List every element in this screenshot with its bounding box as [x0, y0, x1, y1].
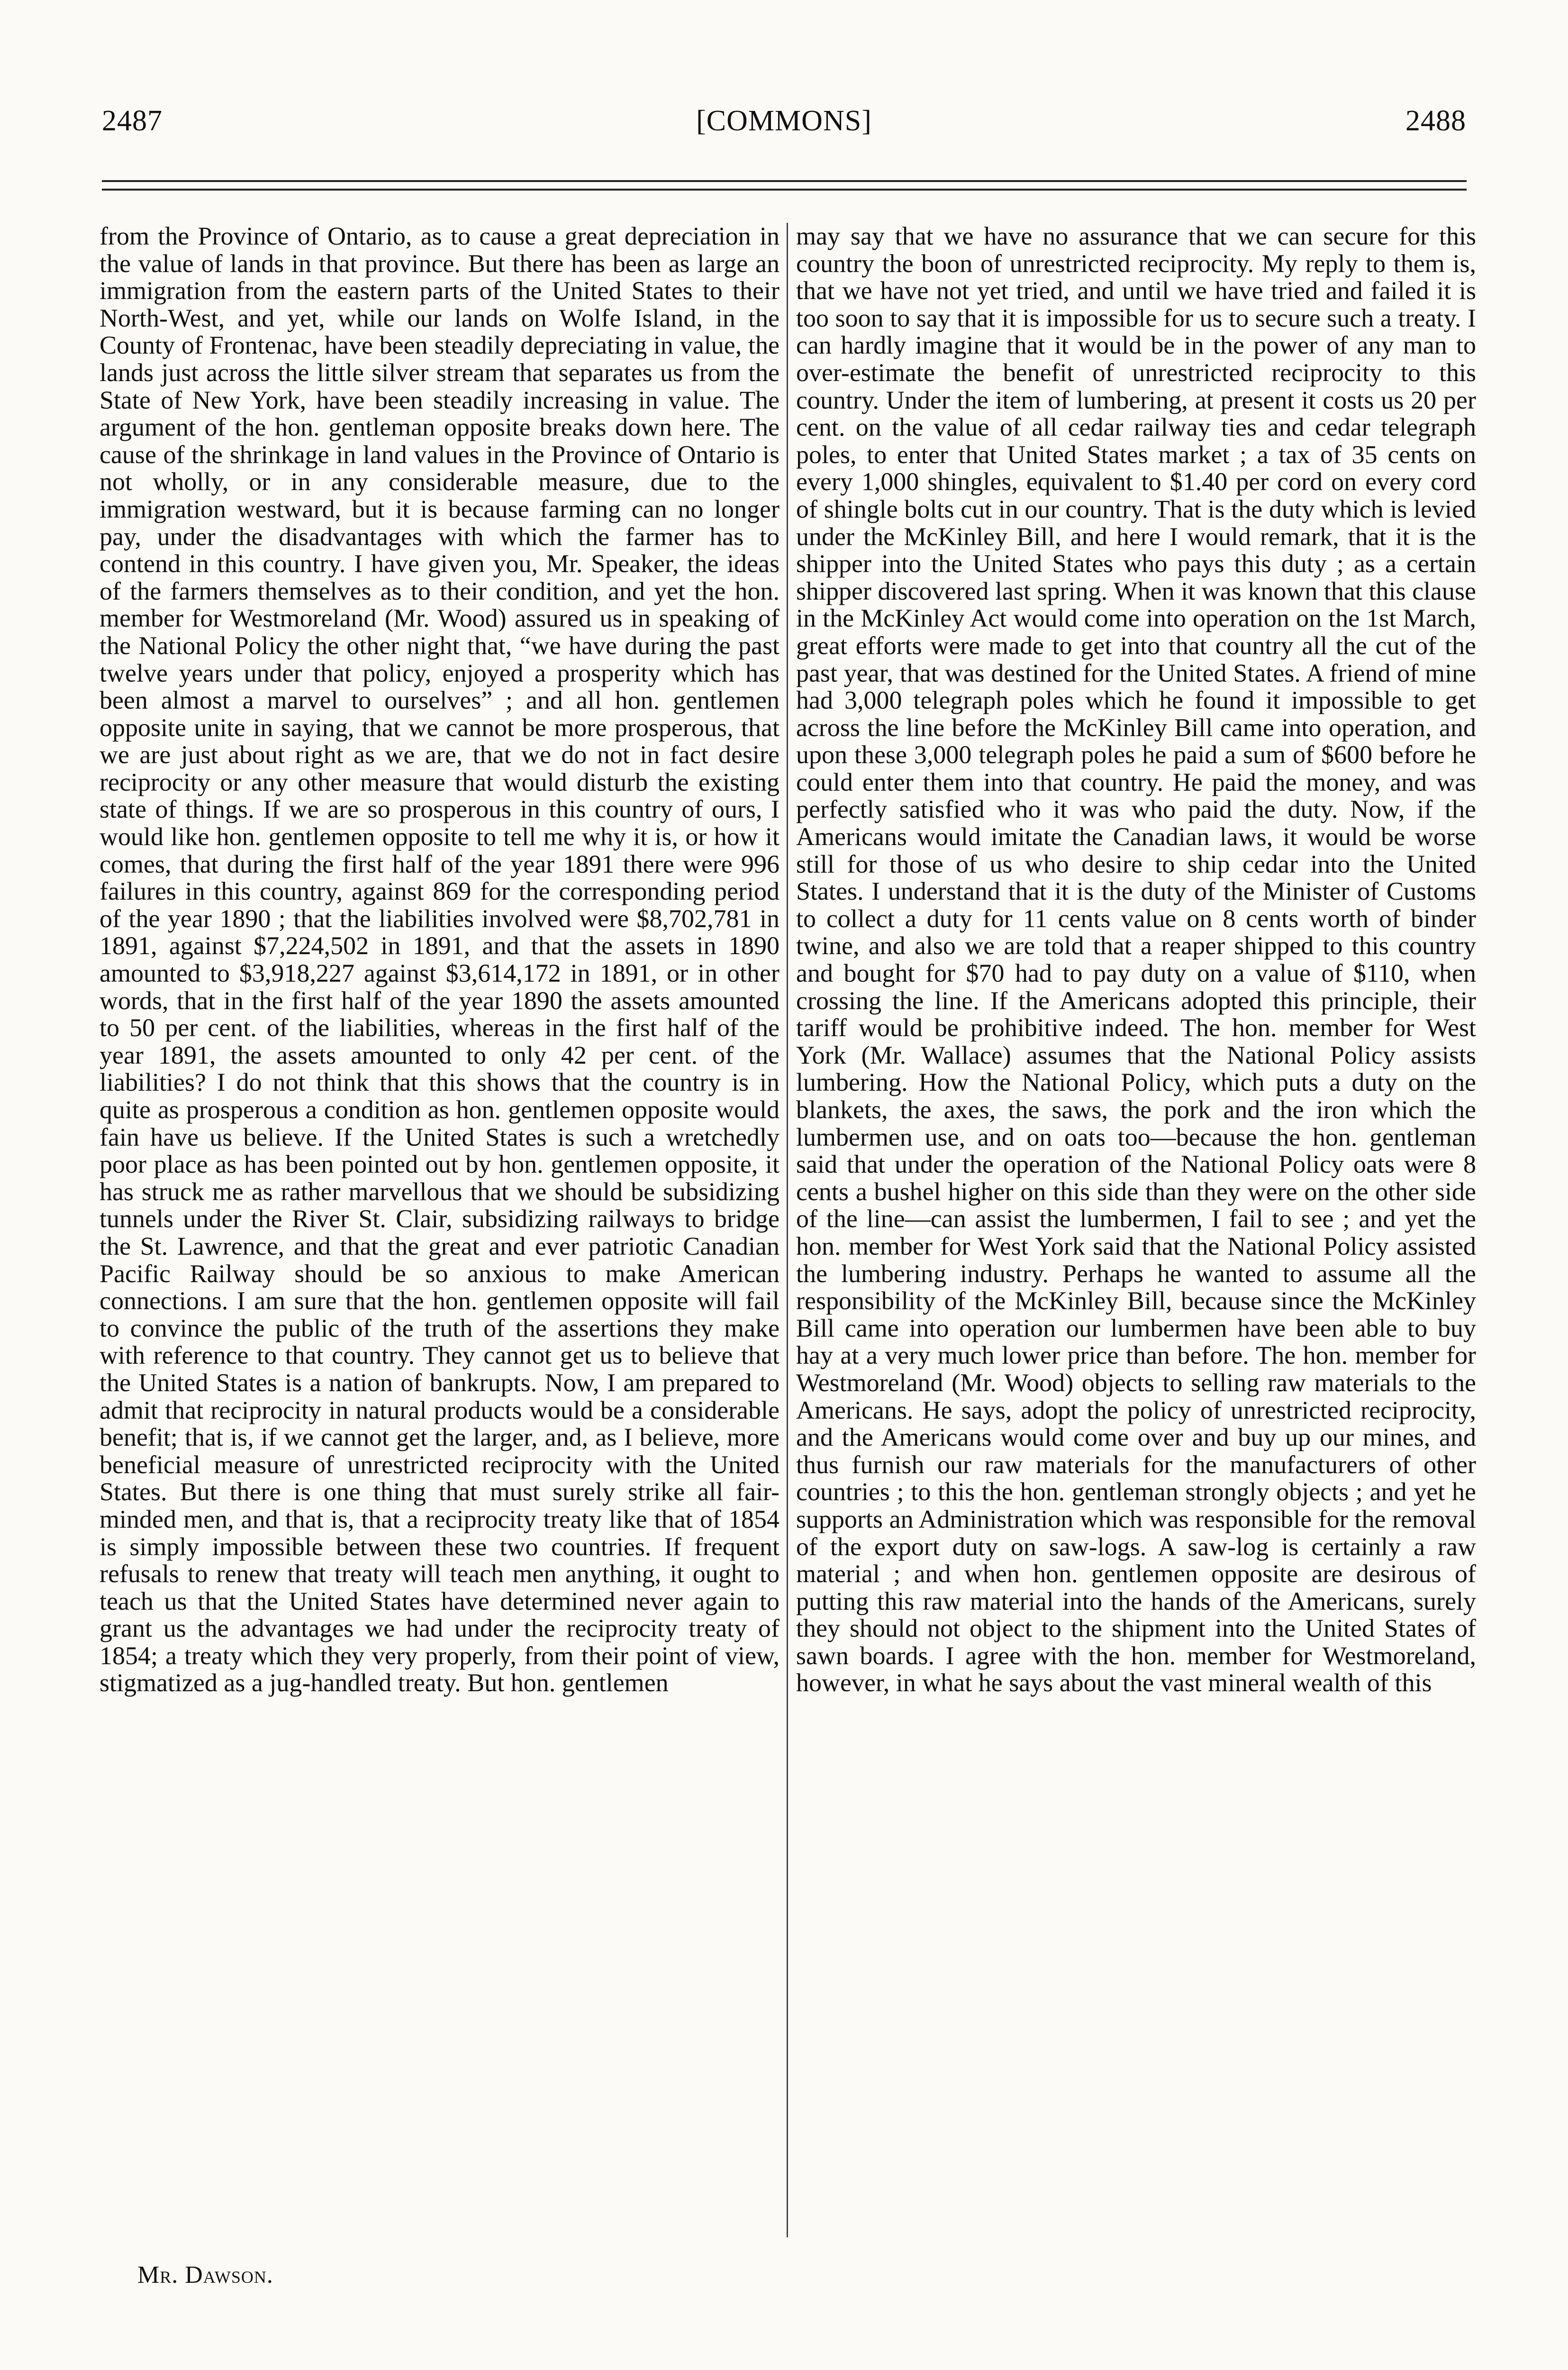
page-header: [0, 100, 1568, 142]
column-left-text: from the Province of Ontario, as to cause a great depreciation in the value of lands in that province. But there has been as large an immigration from the eastern parts of the United States to their North-West, and yet, while our lands on Wolfe Island, in the County of Frontenac, have been steadily depreciating in value, the lands just across the little silver stream that separates us from the State of New York, have been steadily increasing in value. The argument of the hon. gentleman opposite breaks down here. The cause of the shrinkage in land values in the Province of Ontario is not wholly, or in any considerable measure, due to the immigration westward, but it is because farming can no longer pay, under the disadvantages with which the farmer has to contend in this country. I have given you, Mr. Speaker, the ideas of the farmers themselves as to their condition, and yet the hon. member for Westmoreland (Mr. Wood) assured us in speaking of the National Policy the other night that, “we have during the past twelve years under that policy, enjoyed a prosperity which has been almost a marvel to ourselves” ; and all hon. gentlemen opposite unite in saying, that we cannot be more prosperous, that we are just about right as we are, that we do not in fact desire reciprocity or any other measure that would disturb the existing state of things. If we are so prosperous in this country of ours, I would like hon. gentlemen opposite to tell me why it is, or how it comes, that during the first half of the year 1891 there were 996 failures in this country, against 869 for the corresponding period of the year 1890 ; that the liabilities involved were $8,702,781 in 1891, against $7,224,502 in 1891, and that the assets in 1890 amounted to $3,918,227 against $3,614,172 in 1891, or in other words, that in the first half of the year 1890 the assets amounted to 50 per cent. of the liabilities, whereas in the first half of the year 1891, the assets amounted to only 42 per cent. of the liabilities? I do not think that this shows that the country is in quite as prosperous a condition as hon. gentlemen opposite would fain have us believe. If the United States is such a wretchedly poor place as has been pointed out by hon. gentlemen opposite, it has struck me as rather marvellous that we should be subsidizing tunnels under the River St. Clair, subsidizing railways to bridge the St. Lawrence, and that the great and ever patriotic Canadian Pacific Railway should be so anxious to make American connections. I am sure that the hon. gentlemen opposite will fail to convince the public of the truth of the assertions they make with reference to that country. They cannot get us to believe that the United States is a nation of bankrupts. Now, I am prepared to admit that reciprocity in natural products would be a considerable benefit; that is, if we cannot get the larger, and, as I believe, more beneficial measure of unrestricted reciprocity with the United States. But there is one thing that must surely strike all fair-minded men, and that is, that a reciprocity treaty like that of 1854 is simply impossible between these two countries. If frequent refusals to renew that treaty will teach men anything, it ought to teach us that the United States have determined never again to grant us the advantages we had under the reciprocity treaty of 1854; a treaty which they very properly, from their point of view, stigmatized as a jug-handled treaty. But hon. gentlemen: [100, 223, 779, 1697]
running-title: [COMMONS]: [696, 105, 872, 137]
page-number-left: 2487: [102, 105, 163, 137]
text-column-right: [796, 223, 1476, 2252]
column-divider: [787, 223, 788, 2237]
header-rule-bottom: [102, 189, 1467, 191]
speaker-footer: Mr. Dawson.: [137, 2261, 273, 2288]
column-right-text: may say that we have no assurance that we can secure for this country the boon of unrestricted reciprocity. My reply to them is, that we have not yet tried, and until we have tried and failed it is too soon to say that it is impossible for us to secure such a treaty. I can hardly imagine that it would be in the power of any man to over-estimate the benefit of unrestricted reciprocity to this country. Under the item of lumbering, at present it costs us 20 per cent. on the value of all cedar railway ties and cedar telegraph poles, to enter that United States market ; a tax of 35 cents on every 1,000 shingles, equivalent to $1.40 per cord on every cord of shingle bolts cut in our country. That is the duty which is levied under the McKinley Bill, and here I would remark, that it is the shipper into the United States who pays this duty ; as a certain shipper discovered last spring. When it was known that this clause in the McKinley Act would come into operation on the 1st March, great efforts were made to get into that country all the cut of the past year, that was destined for the United States. A friend of mine had 3,000 telegraph poles which he found it impossible to get across the line before the McKinley Bill came into operation, and upon these 3,000 telegraph poles he paid a sum of $600 before he could enter them into that country. He paid the money, and was perfectly satisfied who it was who paid the duty. Now, if the Americans would imitate the Canadian laws, it would be worse still for those of us who desire to ship cedar into the United States. I understand that it is the duty of the Minister of Customs to collect a duty for 11 cents value on 8 cents worth of binder twine, and also we are told that a reaper shipped to this country and bought for $70 had to pay duty on a value of $110, when crossing the line. If the Americans adopted this principle, their tariff would be prohibitive indeed. The hon. member for West York (Mr. Wallace) assumes that the National Policy assists lumbering. How the National Policy, which puts a duty on the blankets, the axes, the saws, the pork and the iron which the lumbermen use, and on oats too—because the hon. gentleman said that under the operation of the National Policy oats were 8 cents a bushel higher on this side than they were on the other side of the line—can assist the lumbermen, I fail to see ; and yet the hon. member for West York said that the National Policy assisted the lumbering industry. Perhaps he wanted to assume all the responsibility of the McKinley Bill, because since the McKinley Bill came into operation our lumbermen have been able to buy hay at a very much lower price than before. The hon. member for Westmoreland (Mr. Wood) objects to selling raw materials to the Americans. He says, adopt the policy of unrestricted reciprocity, and the Americans would come over and buy up our mines, and thus furnish our raw materials for the manufacturers of other countries ; to this the hon. gentleman strongly objects ; and yet he supports an Administration which was responsible for the removal of the export duty on saw-logs. A saw-log is certainly a raw material ; and when hon. gentlemen opposite are desirous of putting this raw material into the hands of the Americans, surely they should not object to the shipment into the United States of sawn boards. I agree with the hon. member for Westmoreland, however, in what he says about the vast mineral wealth of this: [796, 223, 1476, 1697]
text-column-left: [100, 223, 779, 2252]
page-number-right: 2488: [1405, 105, 1466, 137]
header-rule-top: [102, 180, 1467, 182]
